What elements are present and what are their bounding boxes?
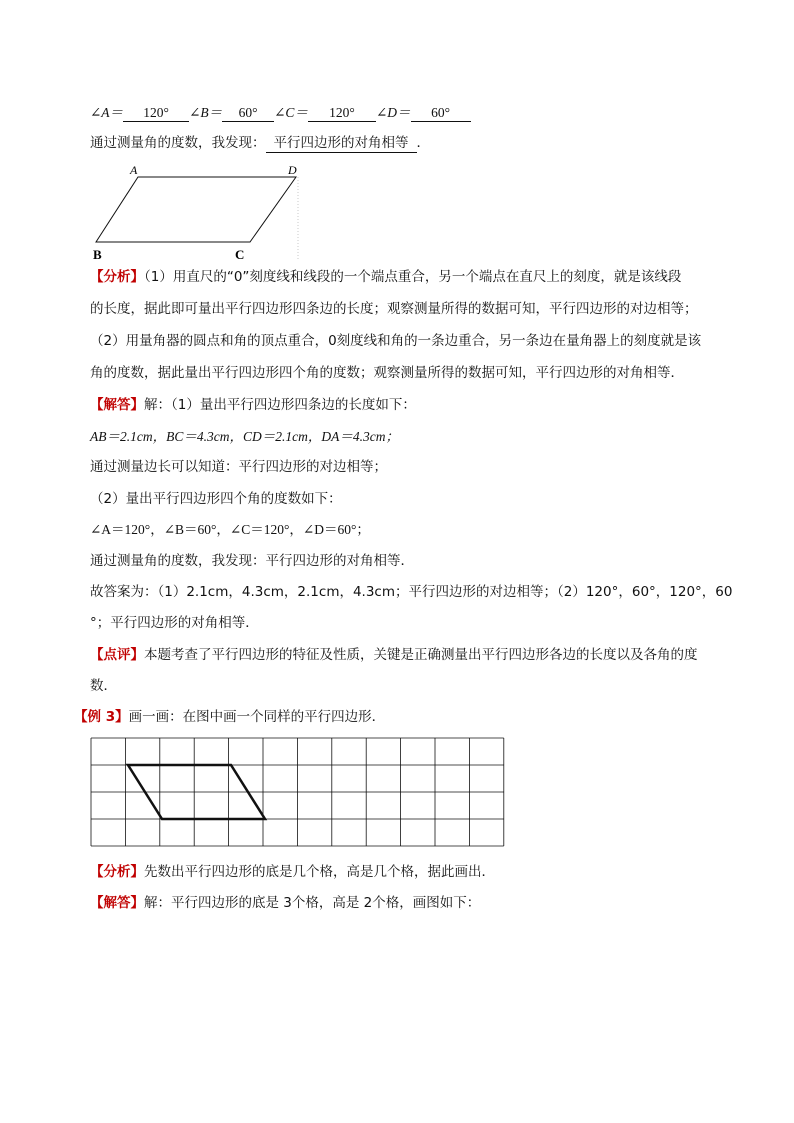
solution-answer-1: 故答案为：（1）2.1cm，4.3cm，2.1cm，4.3cm；平行四边形的对边相等；（2）120°，60°，120°，60: [90, 584, 733, 600]
comment-line-1: [90, 645, 698, 665]
analysis-text-4: 角的度数，据此量出平行四边形四个角的度数；观察测量所得的数据可知，平行四边形的对角相等．: [90, 365, 684, 381]
vertex-a-label: A: [130, 163, 138, 177]
finding-answer: 平行四边形的对角相等: [266, 135, 417, 153]
vertex-c-label: C: [235, 247, 245, 262]
example3-text: 画一画：在图中画一个同样的平行四边形．: [128, 709, 386, 725]
vertex-b-label: B: [93, 247, 102, 262]
angle-c-value: 120°: [308, 104, 376, 122]
analysis-line-1: [90, 267, 681, 287]
vertex-d-label: D: [288, 163, 297, 177]
comment-line-2: 数．: [90, 678, 117, 694]
angle-b-label: ∠B＝: [189, 105, 223, 120]
finding-prefix: 通过测量角的度数，我发现：: [90, 135, 266, 151]
solution-answer-2: °；平行四边形的对角相等．: [90, 615, 259, 631]
finding-line: [90, 133, 430, 153]
analysis-text-2: 的长度，据此即可量出平行四边形四条边的长度；观察测量所得的数据可知，平行四边形的对边相等；: [90, 301, 698, 317]
parallelogram-shape: [96, 177, 296, 242]
analysis-text-3: （2）用量角器的圆点和角的顶点重合，0刻度线和角的一条边重合，另一条边在量角器上的刻度就是该: [90, 333, 702, 349]
solution-text-1: 解：（1）量出平行四边形四条边的长度如下：: [144, 397, 416, 413]
grid-lines: [91, 738, 504, 846]
solution-sides: AB＝2.1cm，BC＝4.3cm，CD＝2.1cm，DA＝4.3cm；: [90, 429, 399, 444]
solution-angles: ∠A＝120°，∠B＝60°，∠C＝120°，∠D＝60°；: [90, 522, 370, 537]
angle-a-label: ∠A＝: [90, 105, 124, 120]
example3-tag: 【例 3】: [74, 709, 129, 725]
angle-d-label: ∠D＝: [375, 105, 411, 120]
analysis-line-3: [90, 331, 701, 351]
angle-c-label: ∠C＝: [274, 105, 308, 120]
angle-b-value: 60°: [222, 104, 274, 122]
solution2-text: 解：平行四边形的底是 3个格，高是 2个格，画图如下：: [144, 895, 481, 911]
analysis-line-2: [90, 299, 698, 319]
example3-line: [74, 707, 385, 727]
finding-suffix: ．: [416, 135, 430, 151]
solution-line-3: 通过测量边长可以知道：平行四边形的对边相等；: [90, 459, 387, 475]
solution2-line: [90, 893, 480, 913]
analysis2-text: 先数出平行四边形的底是几个格，高是几个格，据此画出．: [144, 864, 495, 880]
angle-answers-line: [90, 103, 471, 123]
analysis2-line: [90, 862, 495, 882]
solution-line-6: 通过测量角的度数，我发现：平行四边形的对角相等．: [90, 553, 414, 569]
analysis-tag: 【分析】: [90, 269, 144, 285]
solution-line-1: [90, 395, 416, 415]
angle-d-value: 60°: [411, 104, 471, 122]
comment-tag: 【点评】: [90, 647, 144, 663]
parallelogram-figure: [90, 160, 310, 265]
analysis2-tag: 【分析】: [90, 864, 144, 880]
analysis-text-1: （1）用直尺的“0”刻度线和线段的一个端点重合，另一个端点在直尺上的刻度，就是该线段: [144, 269, 682, 285]
analysis-line-4: [90, 363, 684, 383]
solution2-tag: 【解答】: [90, 895, 144, 911]
comment-text-1: 本题考查了平行四边形的特征及性质，关键是正确测量出平行四边形各边的长度以及各角的度: [144, 647, 698, 663]
solution-line-4: （2）量出平行四边形四个角的度数如下：: [90, 491, 342, 507]
solution-tag: 【解答】: [90, 397, 144, 413]
angle-a-value: 120°: [123, 104, 189, 122]
grid-figure: [90, 737, 510, 852]
